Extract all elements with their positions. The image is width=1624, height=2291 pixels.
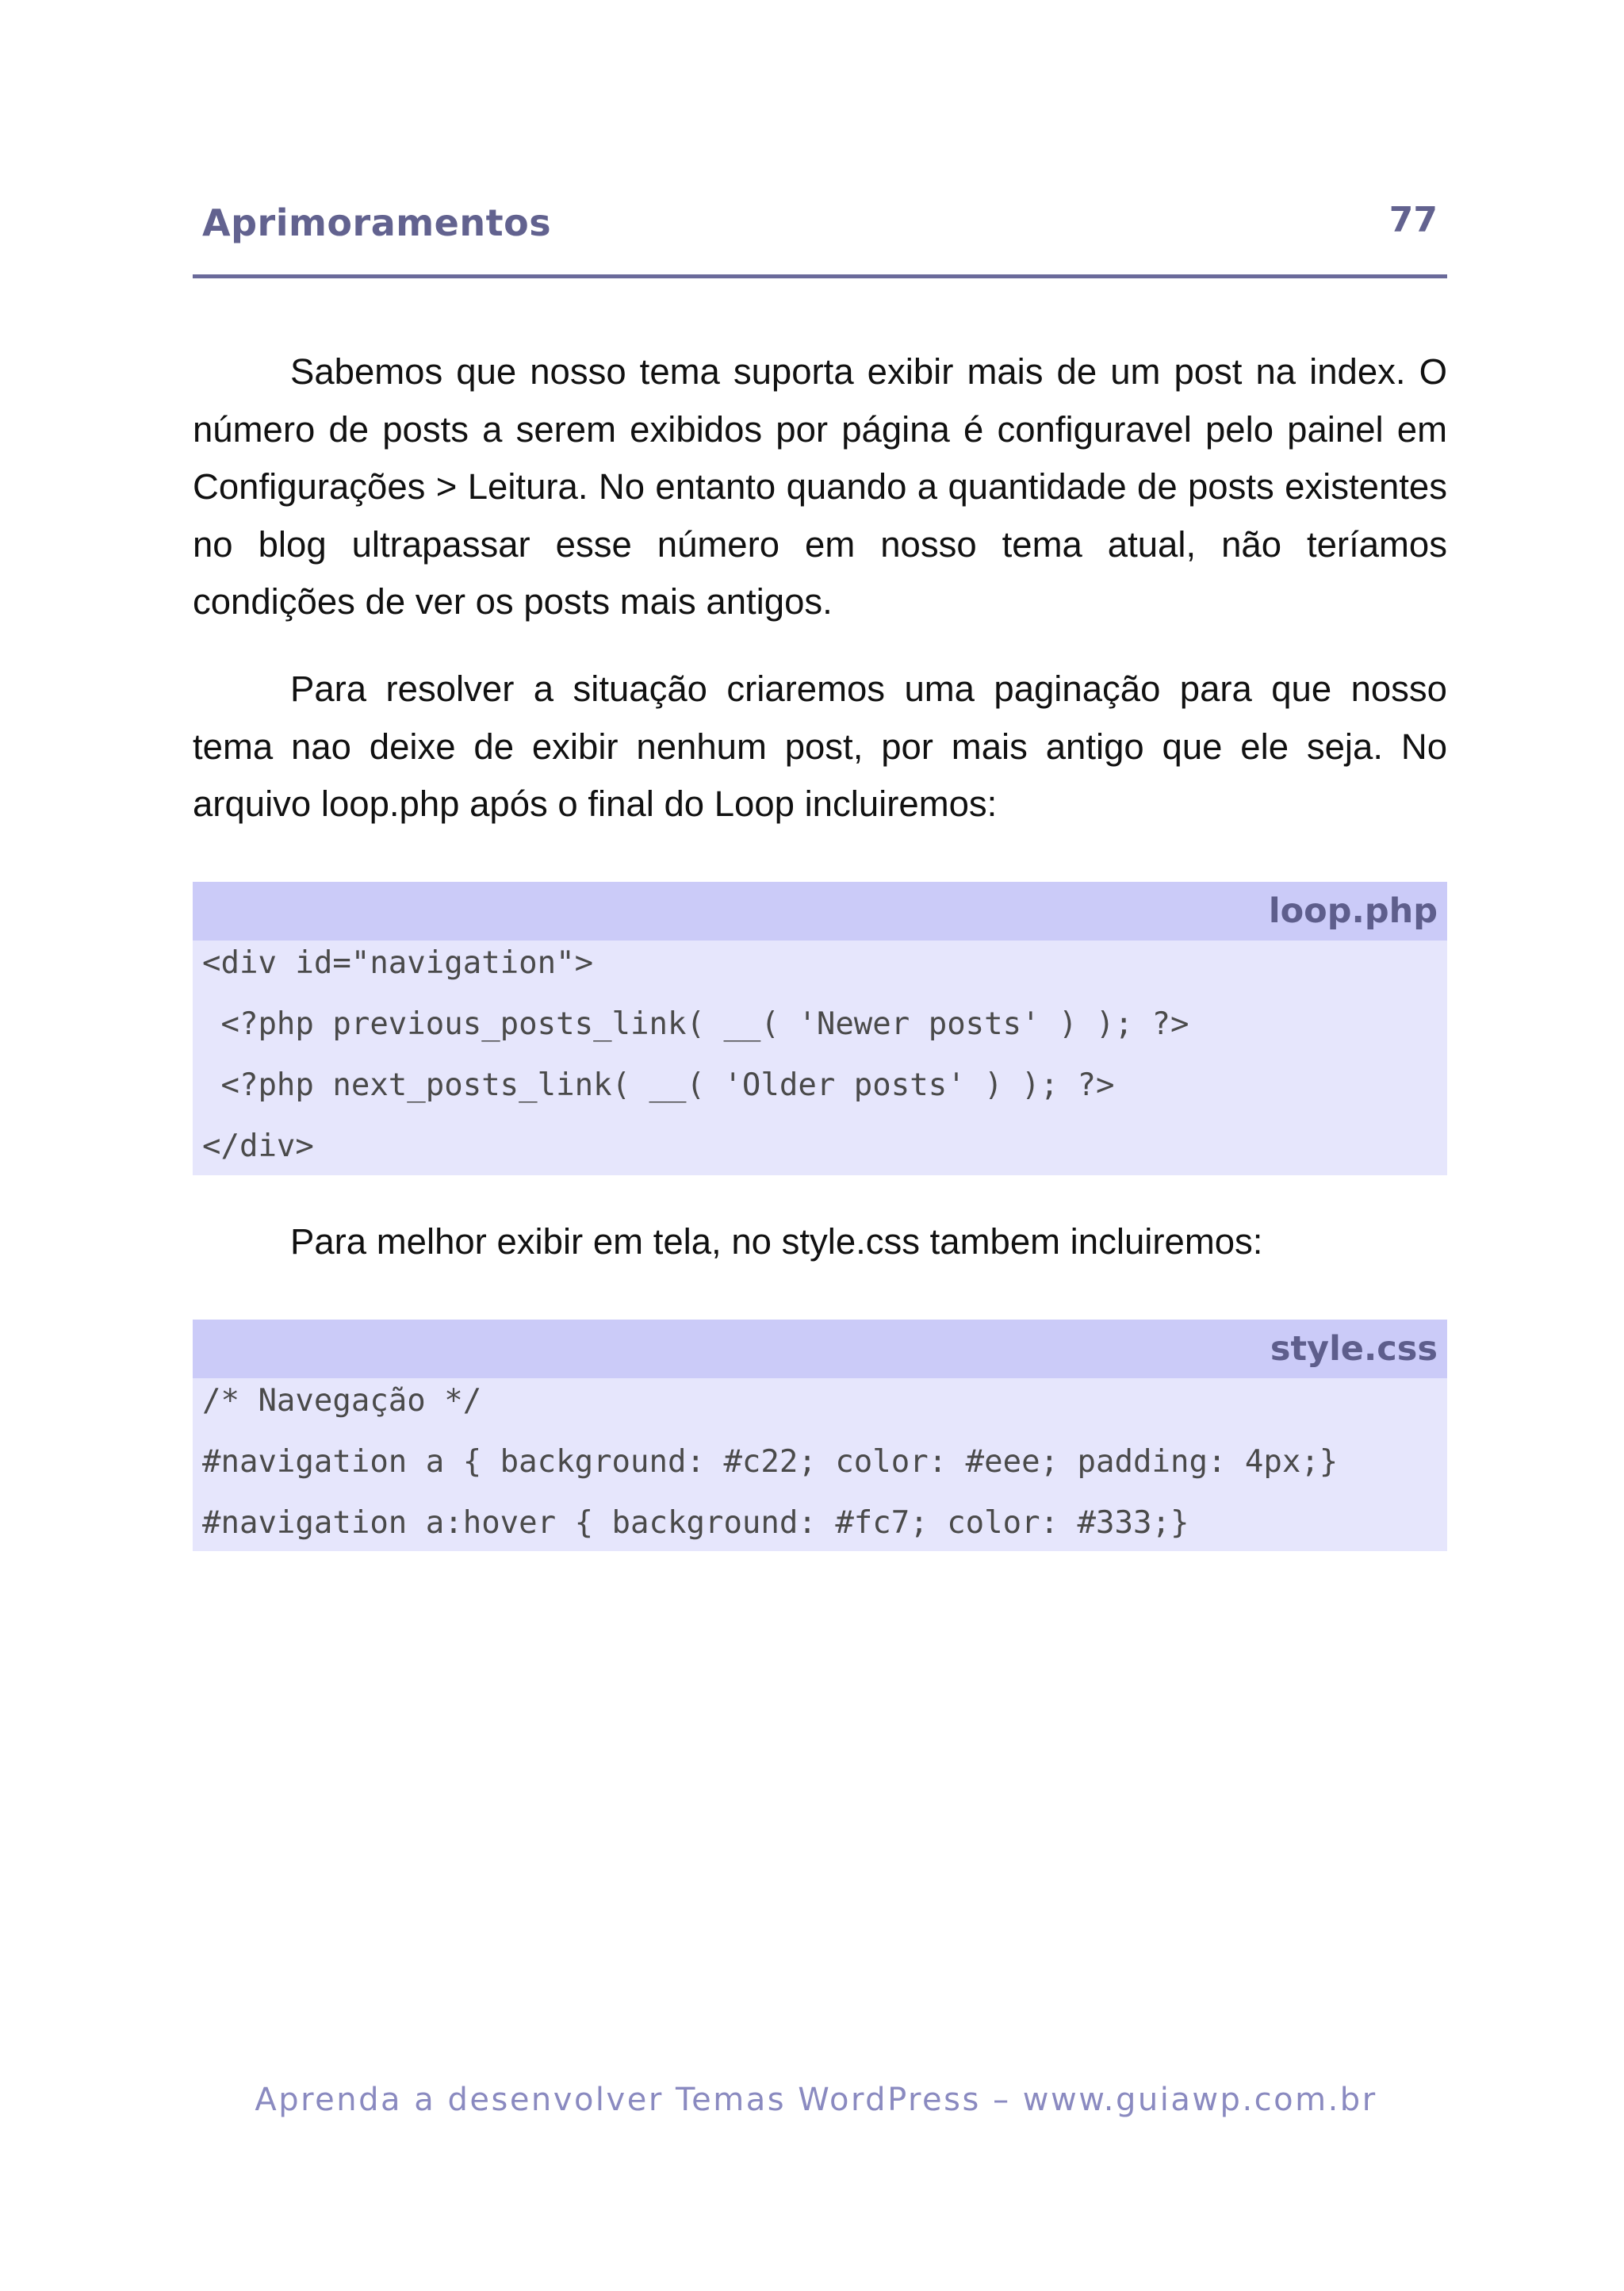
page-header	[193, 198, 1447, 278]
code-line: /* Navegação */	[202, 1383, 482, 1419]
code-block-body	[193, 933, 1447, 1177]
code-line: #navigation a { background: #c22; color: #eee; padding: 4px;}	[202, 1444, 1339, 1480]
code-block-style	[193, 1320, 1447, 1551]
code-line: #navigation a:hover { background: #fc7; color: #333;}	[202, 1505, 1189, 1541]
paragraph-intro: Sabemos que nosso tema suporta exibir mais de um post na index. O número de posts a serem exibidos por página é configuravel pelo painel em Configurações > Leitura. No entanto quando a quantidade de posts existentes no blog ultrapassar esse número em nosso tema atual, não teríamos condições de ver os posts mais antigos.	[193, 351, 1447, 622]
code-filename: loop.php	[1268, 891, 1438, 931]
page-number: 77	[1388, 200, 1438, 240]
code-filename: style.css	[1270, 1329, 1438, 1369]
page-footer: Aprenda a desenvolver Temas WordPress – www.guiawp.com.br	[255, 2082, 1377, 2118]
code-line: <?php previous_posts_link( __( 'Newer posts' ) ); ?>	[202, 1006, 1189, 1042]
code-block-loop	[193, 882, 1447, 1175]
paragraph-style: Para melhor exibir em tela, no style.css tambem incluiremos:	[290, 1221, 1263, 1262]
code-block-header	[193, 1320, 1447, 1378]
paragraph-pagination: Para resolver a situação criaremos uma paginação para que nosso tema nao deixe de exibir nenhum post, por mais antigo que ele seja. No arquivo loop.php após o final do Loop incluiremos:	[193, 669, 1447, 824]
code-block-header	[193, 882, 1447, 941]
chapter-title: Aprimoramentos	[202, 201, 552, 244]
code-line: <?php next_posts_link( __( 'Older posts' ) ); ?>	[202, 1067, 1115, 1103]
code-line: <div id="navigation">	[202, 945, 594, 981]
code-line: </div>	[202, 1128, 314, 1164]
code-block-body	[193, 1370, 1447, 1554]
